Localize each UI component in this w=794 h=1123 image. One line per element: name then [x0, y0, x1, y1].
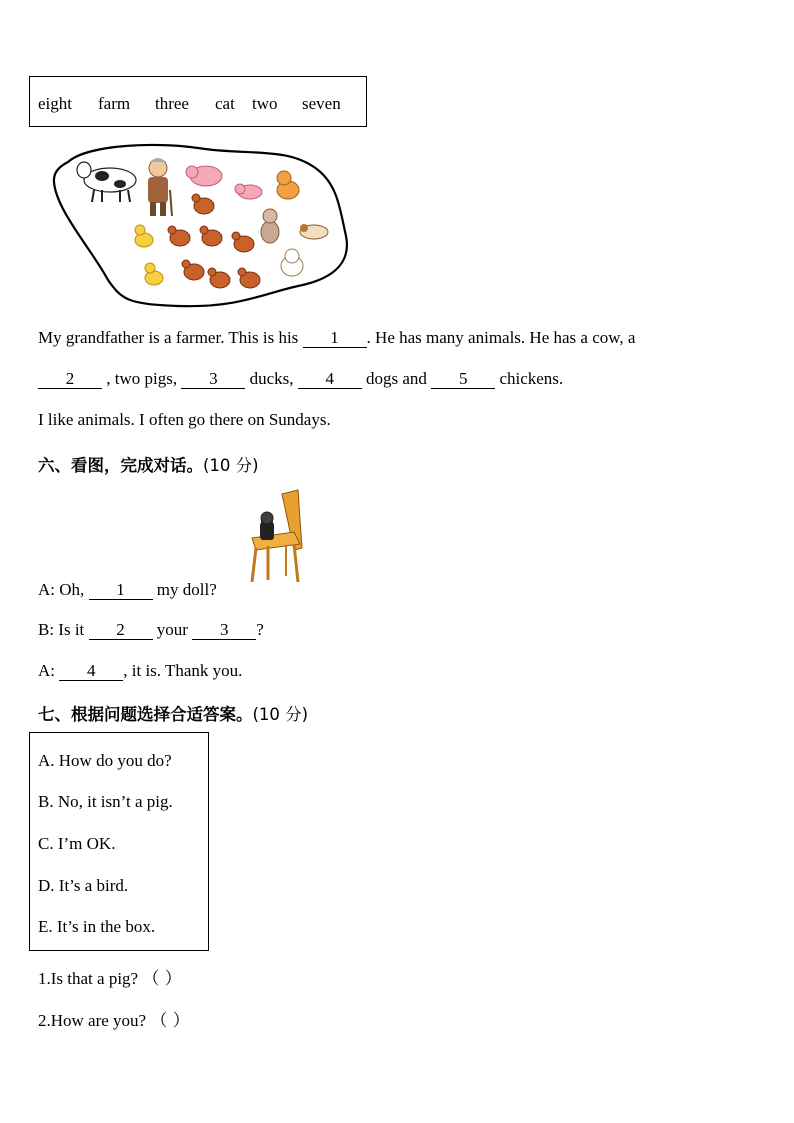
question-2: [38, 1006, 190, 1031]
dialogue-text: my doll?: [156, 580, 217, 599]
duck-icon: [145, 263, 163, 285]
answer-options-box: [29, 732, 209, 951]
dog-icon: [261, 209, 279, 243]
passage-text: ducks,: [249, 369, 294, 388]
section-7-heading: [38, 701, 308, 725]
dialogue-blank-2[interactable]: 2: [89, 621, 153, 640]
pig-icon: [186, 166, 222, 186]
dialogue-blank-3[interactable]: 3: [192, 621, 256, 640]
blank-3[interactable]: 3: [181, 370, 245, 389]
answer-paren-2[interactable]: （ ）: [150, 1011, 190, 1031]
section-6-title: 六、看图，完成对话。: [38, 456, 203, 475]
dialogue-line-a2: [38, 661, 242, 681]
blank-5[interactable]: 5: [431, 370, 495, 389]
word-bank-item: cat: [215, 94, 235, 113]
question-1: [38, 964, 182, 989]
word-bank-box: [29, 76, 367, 127]
dialogue-line-b: [38, 620, 264, 640]
chair-with-doll-illustration: [246, 488, 304, 584]
word-bank-item: three: [155, 94, 189, 113]
option-b: B. No, it isn’t a pig.: [38, 792, 173, 811]
passage-text: dogs and: [366, 369, 427, 388]
dog-icon: [281, 249, 303, 276]
chicken-icon: [238, 268, 260, 288]
passage-line-1: [38, 328, 635, 348]
doll-icon: [260, 512, 274, 540]
word-bank-item: two: [252, 94, 278, 113]
blank-4[interactable]: 4: [298, 370, 362, 389]
passage-text: chickens.: [499, 369, 564, 388]
word-bank-item: eight: [38, 94, 72, 113]
blank-1[interactable]: 1: [303, 329, 367, 348]
chicken-icon: [182, 260, 204, 280]
section-6-heading: [38, 452, 259, 476]
duck-icon: [135, 225, 153, 247]
passage-text: , two pigs,: [106, 369, 178, 388]
option-a: A. How do you do?: [38, 751, 172, 770]
dialogue-text: A: Oh,: [38, 580, 85, 599]
passage-text: My grandfather is a farmer. This is his: [38, 328, 299, 347]
farmer-icon: [148, 158, 172, 216]
section-7-title: 七、根据问题选择合适答案。: [38, 705, 253, 724]
word-bank-item: seven: [302, 94, 341, 113]
question-text: 1.Is that a pig?: [38, 969, 139, 988]
option-c: C. I’m OK.: [38, 834, 116, 853]
chicken-icon: [192, 194, 214, 214]
dialogue-blank-1[interactable]: 1: [89, 581, 153, 600]
dog-icon: [300, 224, 328, 239]
cow-icon: [77, 162, 136, 202]
chicken-icon: [232, 232, 254, 252]
dialogue-text: A:: [38, 661, 55, 680]
chicken-icon: [168, 226, 190, 246]
blank-2[interactable]: 2: [38, 370, 102, 389]
dialogue-text: B: Is it: [38, 620, 85, 639]
chicken-icon: [208, 268, 230, 288]
passage-line-3: I like animals. I often go there on Sundays.: [38, 410, 331, 429]
dialogue-text: your: [156, 620, 188, 639]
word-bank-item: farm: [98, 94, 131, 113]
passage-text: . He has many animals. He has a cow, a: [366, 328, 636, 347]
pig-icon: [235, 184, 262, 199]
section-7-points: (10 分): [252, 705, 309, 724]
option-d: D. It’s a bird.: [38, 876, 129, 895]
chair-icon: [252, 490, 302, 582]
option-e: E. It’s in the box.: [38, 917, 156, 936]
dialogue-line-a1: [38, 580, 217, 600]
question-text: 2.How are you?: [38, 1011, 147, 1030]
dialogue-text: , it is. Thank you.: [123, 661, 243, 680]
farm-animals-illustration: [48, 140, 352, 312]
section-6-points: (10 分): [203, 456, 259, 475]
answer-paren-1[interactable]: （ ）: [142, 969, 182, 989]
cat-icon: [277, 171, 299, 199]
dialogue-text: ?: [256, 620, 264, 639]
passage-line-2: [38, 369, 563, 389]
dialogue-blank-4[interactable]: 4: [59, 662, 123, 681]
chicken-icon: [200, 226, 222, 246]
